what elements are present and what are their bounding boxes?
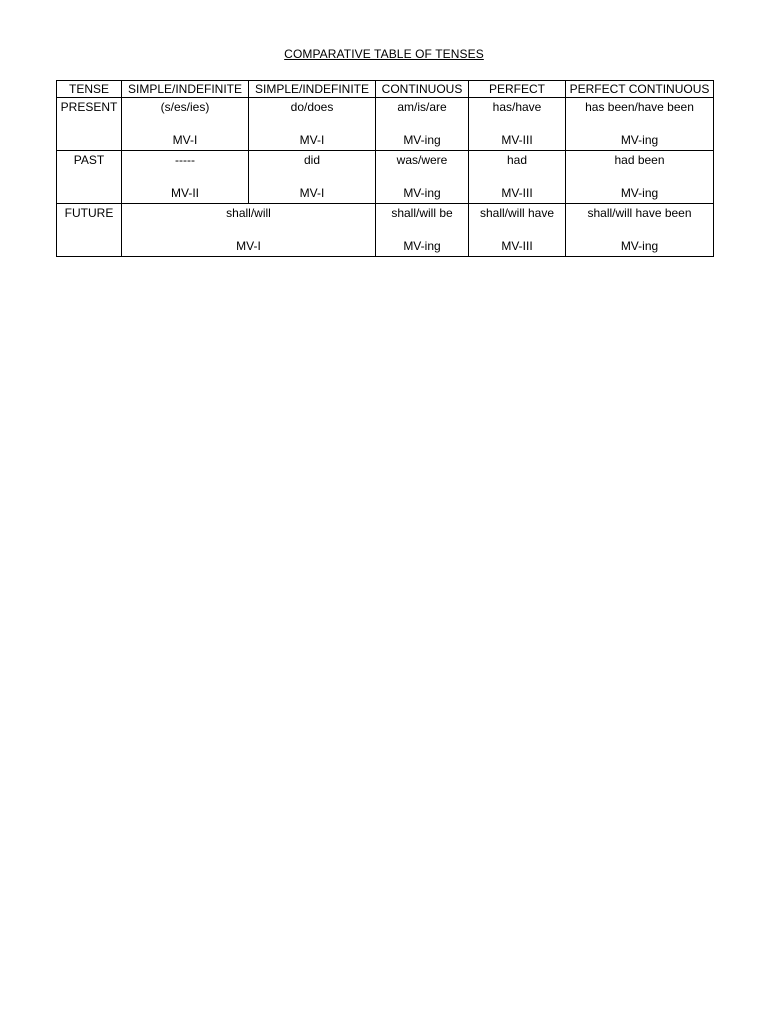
future-perfect-cell: [469, 204, 566, 257]
cell-auxiliary: has been/have been: [585, 100, 694, 114]
cell-auxiliary: shall/will have: [479, 206, 555, 220]
cell-auxiliary: has/have: [492, 100, 542, 114]
present-continuous-cell: [376, 98, 469, 151]
cell-auxiliary: did: [303, 153, 320, 167]
cell-verb-form: MV-ing: [403, 133, 441, 147]
cell-auxiliary: shall/will have been: [587, 206, 692, 220]
table-row-past: [57, 151, 714, 204]
cell-verb-form: MV-I: [236, 239, 261, 253]
cell-auxiliary: shall/will: [226, 206, 271, 220]
present-simple-2-cell: [249, 98, 376, 151]
past-perfect-continuous-cell: [566, 151, 714, 204]
present-perfect-cell: [469, 98, 566, 151]
row-label-cell: [57, 204, 122, 257]
cell-verb-form: MV-I: [172, 133, 198, 147]
past-simple-1-cell: [122, 151, 249, 204]
header-perfect: PERFECT: [469, 81, 566, 98]
row-label-present: PRESENT: [60, 100, 118, 114]
past-perfect-cell: [469, 151, 566, 204]
page-title: COMPARATIVE TABLE OF TENSES: [284, 47, 484, 61]
cell-verb-form: MV-III: [501, 186, 533, 200]
cell-auxiliary: had: [506, 153, 528, 167]
future-simple-cell: [122, 204, 376, 257]
past-continuous-cell: [376, 151, 469, 204]
cell-verb-form: MV-I: [299, 133, 325, 147]
present-simple-1-cell: [122, 98, 249, 151]
header-continuous: CONTINUOUS: [376, 81, 469, 98]
table-header-row: [57, 81, 714, 98]
cell-verb-form: MV-ing: [403, 186, 441, 200]
cell-verb-form: MV-III: [501, 239, 533, 253]
cell-auxiliary: shall/will be: [391, 206, 453, 220]
cell-verb-form: MV-ing: [620, 186, 659, 200]
past-simple-2-cell: [249, 151, 376, 204]
cell-auxiliary: am/is/are: [397, 100, 447, 114]
cell-auxiliary: -----: [175, 153, 195, 167]
cell-verb-form: MV-ing: [620, 239, 659, 253]
future-perfect-continuous-cell: [566, 204, 714, 257]
cell-verb-form: MV-III: [501, 133, 533, 147]
future-continuous-cell: [376, 204, 469, 257]
row-label-cell: [57, 151, 122, 204]
cell-auxiliary: had been: [614, 153, 665, 167]
row-label-future: FUTURE: [64, 206, 114, 220]
cell-verb-form: MV-ing: [620, 133, 659, 147]
present-perfect-continuous-cell: [566, 98, 714, 151]
cell-verb-form: MV-I: [299, 186, 325, 200]
tenses-table: [56, 80, 714, 257]
header-simple-indefinite-2: SIMPLE/INDEFINITE: [249, 81, 376, 98]
header-simple-indefinite-1: SIMPLE/INDEFINITE: [122, 81, 249, 98]
row-label-cell: [57, 98, 122, 151]
header-perfect-continuous: PERFECT CONTINUOUS: [566, 81, 714, 98]
cell-auxiliary: (s/es/ies): [160, 100, 210, 114]
cell-auxiliary: was/were: [396, 153, 448, 167]
row-label-past: PAST: [73, 153, 105, 167]
cell-auxiliary: do/does: [290, 100, 334, 114]
cell-verb-form: MV-ing: [403, 239, 441, 253]
table-row-future: [57, 204, 714, 257]
table-row-present: [57, 98, 714, 151]
header-tense: TENSE: [57, 81, 122, 98]
cell-verb-form: MV-II: [170, 186, 199, 200]
